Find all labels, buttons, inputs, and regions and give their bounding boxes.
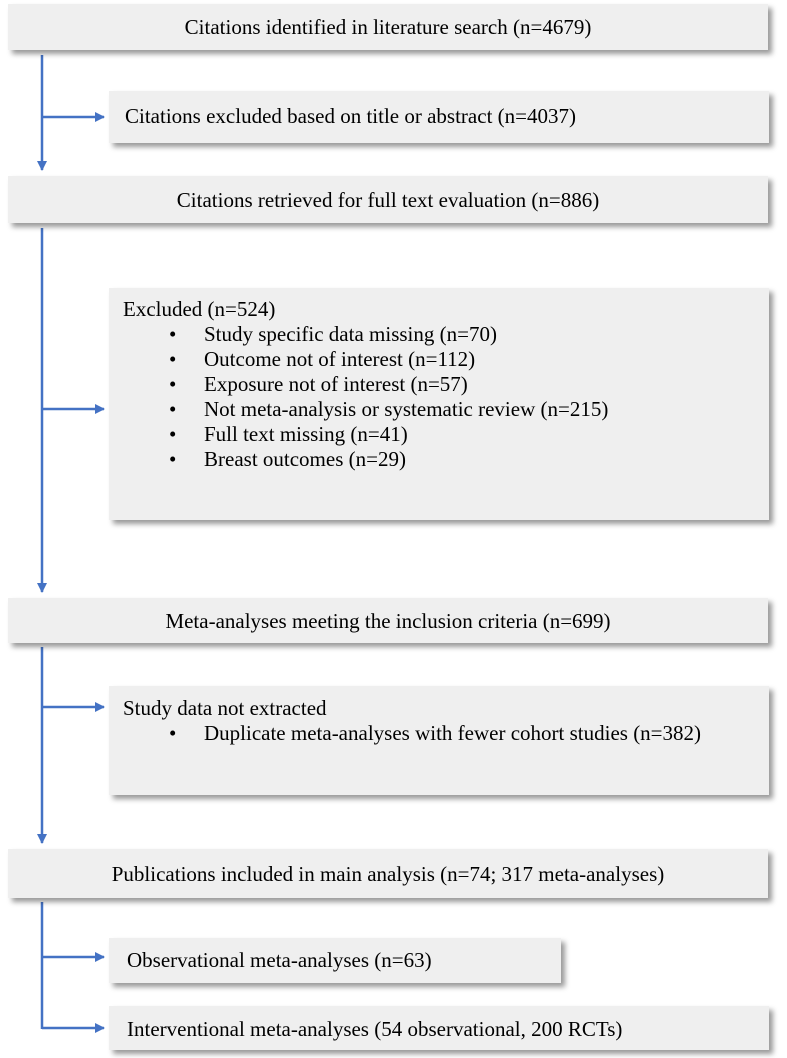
excluded-reason-item: • Full text missing (n=41) bbox=[169, 422, 408, 446]
box-full-text-retrieved-text: Citations retrieved for full text evaluation (n=886) bbox=[176, 188, 600, 212]
bullet-icon: • bbox=[169, 721, 177, 745]
box-interventional bbox=[109, 1006, 769, 1050]
bullet-icon: • bbox=[169, 372, 177, 396]
box-included-main-analysis-text: Publications included in main analysis (n=74; 317 meta-analyses) bbox=[111, 862, 665, 886]
not-extracted-title: Study data not extracted bbox=[123, 696, 327, 720]
bullet-icon: • bbox=[169, 322, 177, 346]
box-meeting-criteria-text: Meta-analyses meeting the inclusion criteria (n=699) bbox=[165, 609, 611, 633]
bullet-icon: • bbox=[169, 397, 177, 421]
bullet-icon: • bbox=[169, 447, 177, 471]
excluded-reason-item: • Outcome not of interest (n=112) bbox=[169, 347, 476, 371]
box-data-not-extracted bbox=[109, 686, 769, 795]
bullet-icon: • bbox=[169, 422, 177, 446]
box-full-text-retrieved bbox=[8, 176, 768, 223]
excluded-reason-item: • Not meta-analysis or systematic review (n=215) bbox=[169, 397, 609, 421]
box-excluded-full-text bbox=[109, 288, 769, 520]
excluded-reasons-list bbox=[123, 322, 769, 472]
box-meeting-criteria bbox=[8, 598, 768, 643]
excluded-reason-item: • Breast outcomes (n=29) bbox=[169, 447, 406, 471]
box-included-main-analysis bbox=[8, 849, 768, 898]
not-extracted-item: • Duplicate meta-analyses with fewer cohort studies (n=382) bbox=[169, 721, 702, 745]
excluded-reason-item: • Study specific data missing (n=70) bbox=[169, 322, 497, 346]
box-interventional-text: Interventional meta-analyses (54 observational, 200 RCTs) bbox=[127, 1017, 623, 1041]
box-excluded-title-abstract-text: Citations excluded based on title or abstract (n=4037) bbox=[125, 104, 576, 128]
excluded-reason-item: • Exposure not of interest (n=57) bbox=[169, 372, 468, 396]
box-citations-identified bbox=[8, 4, 768, 50]
not-extracted-list bbox=[123, 721, 769, 746]
box-citations-identified-text: Citations identified in literature search (n=4679) bbox=[184, 15, 592, 39]
excluded-full-text-title: Excluded (n=524) bbox=[123, 297, 276, 321]
box-excluded-title-abstract bbox=[109, 91, 769, 143]
box-observational bbox=[109, 938, 561, 983]
box-observational-text: Observational meta-analyses (n=63) bbox=[127, 948, 432, 972]
bullet-icon: • bbox=[169, 347, 177, 371]
